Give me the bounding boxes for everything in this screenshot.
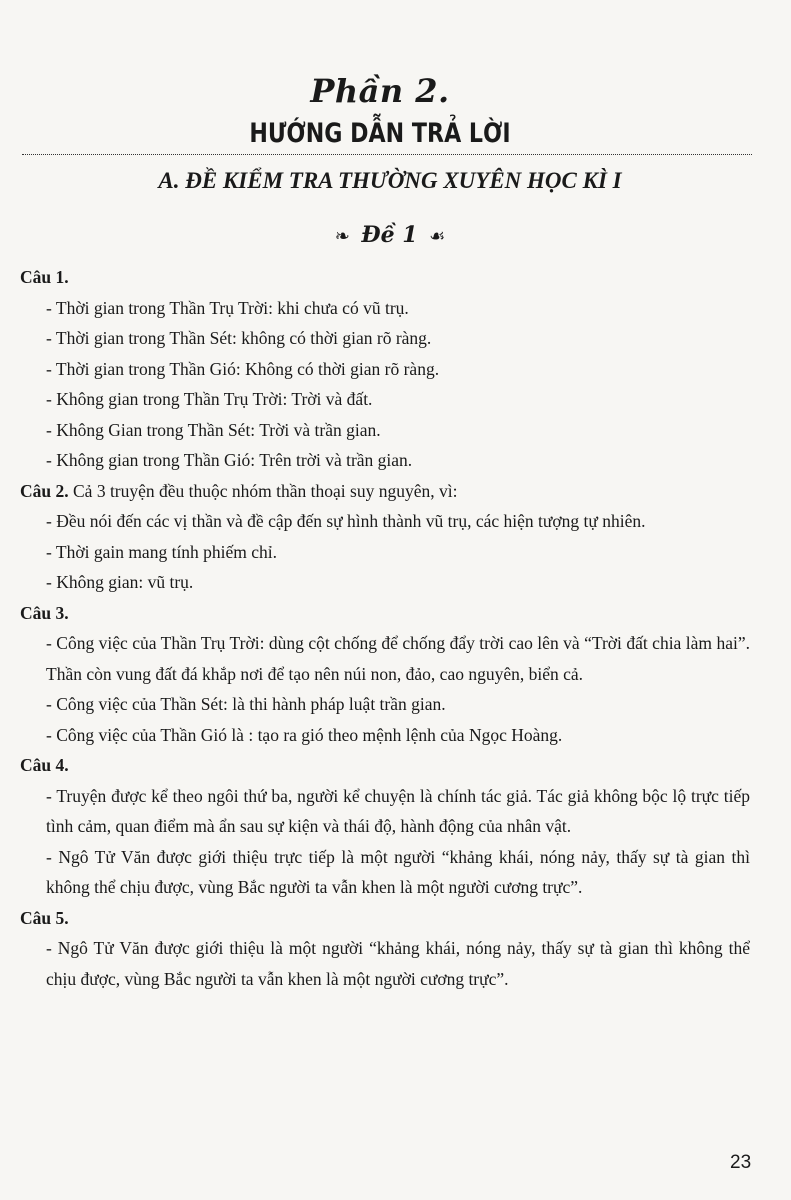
answer-line: - Không gian trong Thần Trụ Trời: Trời và đất.	[46, 389, 373, 409]
ornament-left-icon: ❧	[334, 226, 350, 246]
answer-line: - Thời gian trong Thần Gió: Không có thời gian rõ ràng.	[46, 358, 440, 379]
ornament-right-icon: ☙	[429, 226, 446, 246]
question-lead: Cả 3 truyện đều thuộc nhóm thần thoại suy nguyên, vì:	[73, 480, 458, 501]
exam-title	[0, 222, 780, 248]
dotted-divider	[22, 154, 752, 155]
main-title: HƯỚNG DẪN TRẢ LỜI	[249, 118, 511, 149]
answer-line: - Không gian: vũ trụ.	[46, 572, 194, 592]
question-label: Câu 5.	[20, 907, 69, 928]
answer-line: - Thời gian trong Thần Sét: không có thời gian rõ ràng.	[46, 328, 432, 348]
answer-line: - Không Gian trong Thần Sét: Trời và trần gian.	[46, 419, 381, 440]
answer-line: - Công việc của Thần Gió là : tạo ra gió theo mệnh lệnh của Ngọc Hoàng.	[46, 724, 563, 745]
question-label: Câu 2.	[20, 480, 69, 501]
question-label: Câu 1.	[20, 267, 69, 287]
answer-line: - Đều nói đến các vị thần và đề cập đến sự hình thành vũ trụ, các hiện tượng tự nhiên.	[46, 511, 646, 531]
answer-line: - Công việc của Thần Sét: là thi hành pháp luật trần gian.	[46, 694, 446, 714]
answer-line: - Công việc của Thần Trụ Trời: dùng cột chống để chống đẩy trời cao lên và “Trời đất chia làm hai”. Thần còn vung đất đá khắp nơi để tạo nên núi non, đảo, cao nguyên, biển cả.	[46, 633, 750, 684]
question-label: Câu 3.	[20, 602, 69, 623]
page-number: 23	[730, 1152, 752, 1173]
question-heading	[20, 262, 750, 293]
answer-line: - Truyện được kể theo ngôi thứ ba, người kể chuyện là chính tác giả. Tác giả không bộc lộ trực tiếp tình cảm, quan điểm mà ẩn sau sự kiện và thái độ, hành động của nhân vật.	[46, 785, 750, 836]
answer-line: - Ngô Tử Văn được giới thiệu trực tiếp là một người “khảng khái, nóng nảy, thấy sự tà gian thì không thể chịu được, vùng Bắc người ta vẫn khen là một người cương trực”.	[46, 846, 750, 897]
answer-line: - Thời gain mang tính phiếm chỉ.	[46, 541, 278, 562]
question-heading	[20, 903, 750, 934]
section-title: A. ĐỀ KIỂM TRA THƯỜNG XUYÊN HỌC KÌ I	[158, 168, 622, 193]
question-label: Câu 4.	[20, 755, 69, 775]
answer-line: - Ngô Tử Văn được giới thiệu là một người “khảng khái, nóng nảy, thấy sự tà gian thì không thể chịu được, vùng Bắc người ta vẫn khen là một người cương trực”.	[46, 938, 750, 989]
exam-label: Đề 1	[361, 222, 418, 248]
answer-line: - Không gian trong Thần Gió: Trên trời và trần gian.	[46, 450, 413, 470]
question-heading	[20, 476, 750, 507]
answer-content	[20, 262, 750, 994]
question-heading	[20, 598, 750, 629]
answer-line: - Thời gian trong Thần Trụ Trời: khi chưa có vũ trụ.	[46, 297, 409, 318]
part-title: Phần 2.	[310, 72, 450, 110]
question-heading	[20, 750, 750, 781]
